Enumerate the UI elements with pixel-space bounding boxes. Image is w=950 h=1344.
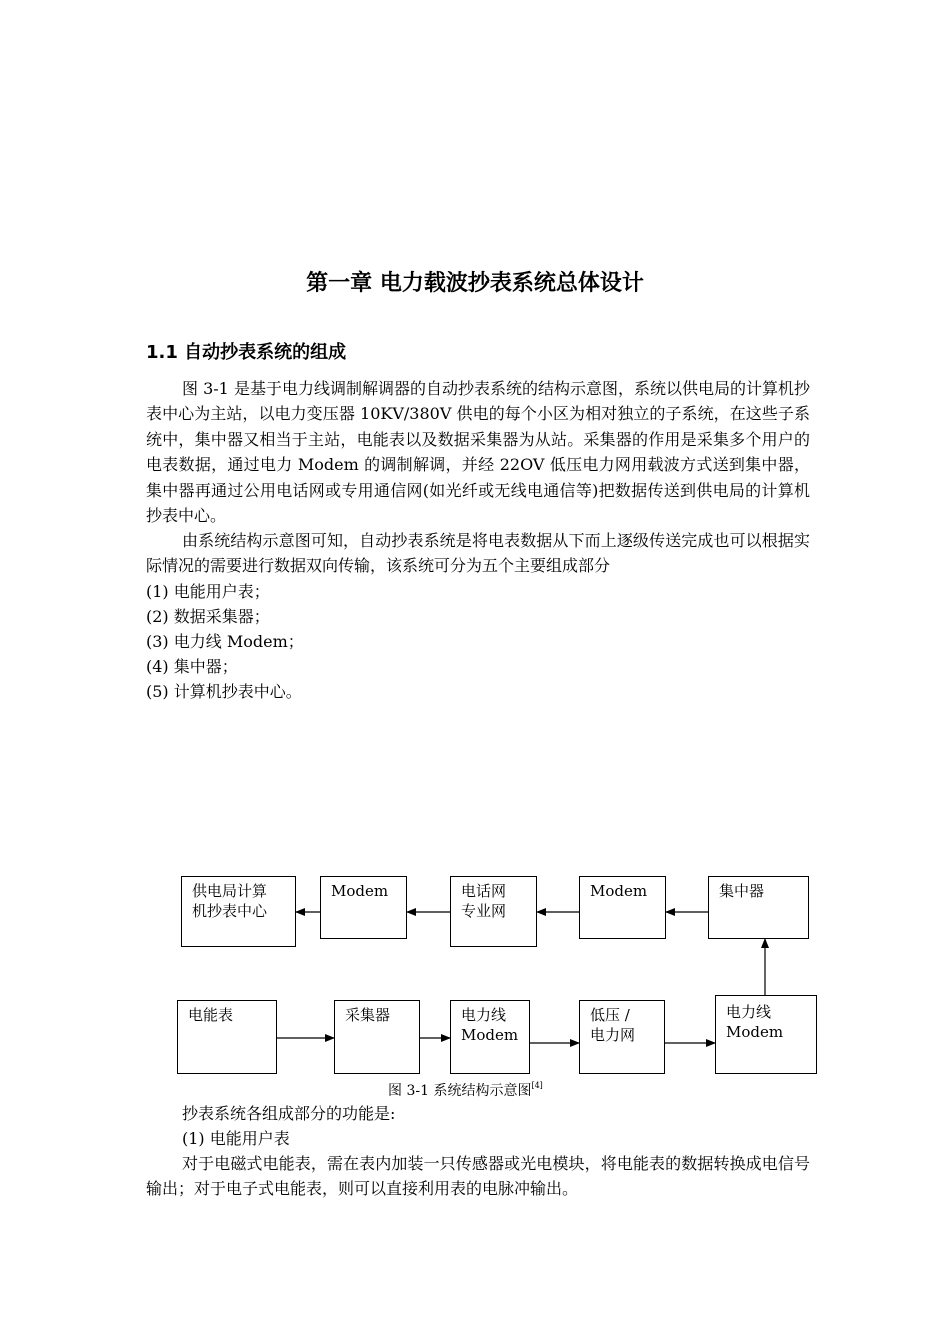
function1-heading: (1) 电能用户表 [182, 1129, 290, 1148]
box-concentrator [708, 876, 809, 939]
list-item-meter: (1) 电能用户表； [146, 582, 270, 601]
figure-caption-reference: [4] [531, 1081, 543, 1090]
paragraph-structure-summary: 由系统结构示意图可知，自动抄表系统是将电表数据从下而上逐级传送完成也可以根据实际情况的需要进行数据双向传输，该系统可分为五个主要组成部分 [146, 531, 810, 576]
paragraph-system-overview: 图 3-1 是基于电力线调制解调器的自动抄表系统的结构示意图，系统以供电局的计算机抄表中心为主站，以电力变压器 10KV/380V 供电的每个小区为相对独立的子系统，在这些子系统中，集中器又相当于主站，电能表以及数据采集器为从站。采集器的作用是采集多个用户的电表数据，通过电力 Modem 的调制解调，并经 22OV 低压电力网用载波方式送到集中器，集中器再通过公用电话网或专用通信网(如光纤或无线电通信等)把数据传送到供电局的计算机抄表中心。 [146, 379, 810, 526]
box-plc-modem-1-line2: Modem [461, 1026, 519, 1044]
box-energy-meter-label: 电能表 [188, 1006, 234, 1024]
box-low-voltage-grid-line2: 电力网 [590, 1026, 636, 1044]
box-metering-center [181, 876, 296, 947]
box-plc-modem-1-line1: 电力线 [461, 1006, 507, 1024]
box-low-voltage-grid-line1: 低压 / [590, 1006, 630, 1024]
box-metering-center-line2: 机抄表中心 [192, 902, 268, 920]
box-energy-meter [177, 1000, 277, 1074]
box-telephone-network [450, 876, 537, 947]
box-metering-center-line1: 供电局计算 [192, 882, 268, 900]
box-plc-modem-2-line1: 电力线 [726, 1003, 772, 1021]
box-plc-modem-1 [450, 1000, 530, 1074]
box-plc-modem-2-line2: Modem [726, 1023, 784, 1041]
box-telephone-network-line2: 专业网 [461, 902, 507, 920]
box-collector-label: 采集器 [345, 1006, 391, 1024]
function1-text: 对于电磁式电能表，需在表内加装一只传感器或光电模块，将电能表的数据转换成电信号输出；对于电子式电能表，则可以直接利用表的电脉冲输出。 [146, 1154, 810, 1199]
list-item-center: (5) 计算机抄表中心。 [146, 682, 302, 701]
box-collector [334, 1000, 420, 1074]
functions-intro: 抄表系统各组成部分的功能是: [182, 1104, 396, 1123]
box-modem-center [320, 876, 407, 939]
box-modem-concentrator [579, 876, 666, 939]
box-plc-modem-2 [715, 995, 817, 1074]
box-concentrator-label: 集中器 [719, 882, 765, 900]
figure-caption-text: 图 3-1 系统结构示意图 [388, 1083, 532, 1099]
figure-caption [388, 1076, 543, 1101]
chapter-title: 第一章 电力载波抄表系统总体设计 [306, 271, 644, 296]
list-item-concentrator: (4) 集中器； [146, 657, 238, 676]
list-item-modem: (3) 电力线 Modem； [146, 632, 304, 651]
box-low-voltage-grid [579, 1000, 665, 1074]
list-item-collector: (2) 数据采集器； [146, 607, 270, 626]
box-telephone-network-line1: 电话网 [461, 882, 507, 900]
box-modem-concentrator-label: Modem [590, 882, 648, 900]
box-modem-center-label: Modem [331, 882, 389, 900]
section-heading: 1.1 自动抄表系统的组成 [146, 342, 347, 363]
